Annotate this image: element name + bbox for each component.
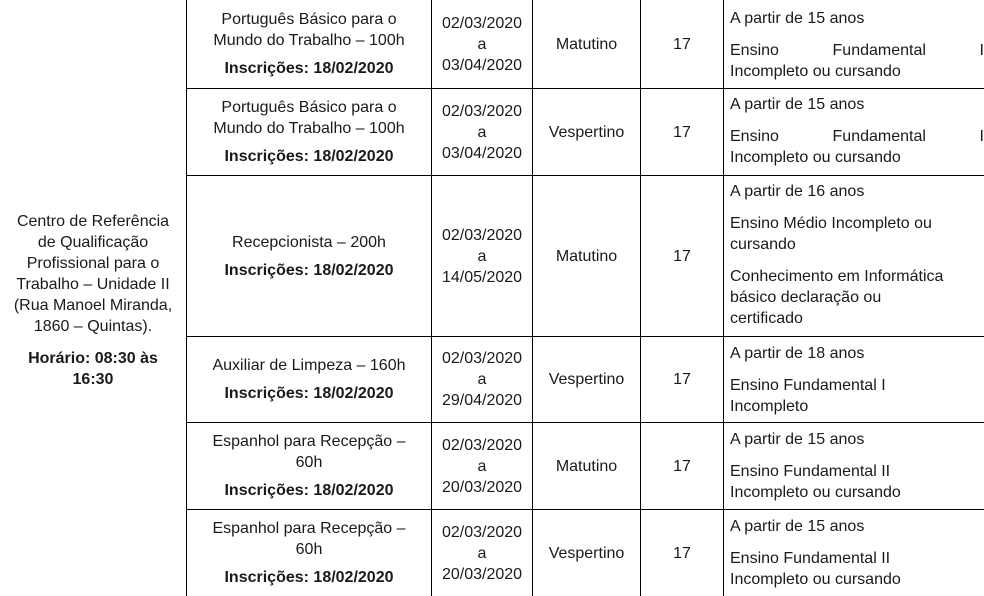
course-name: Auxiliar de Limpeza – 160h bbox=[212, 357, 406, 374]
course-cell bbox=[187, 423, 431, 509]
location-line: Profissional para o bbox=[26, 254, 160, 272]
date-start: 02/03/2020 bbox=[441, 523, 523, 541]
course-name: Mundo do Trabalho – 100h bbox=[213, 32, 405, 49]
age-requirement: A partir de 15 anos bbox=[730, 96, 865, 113]
course-name: 60h bbox=[295, 454, 323, 471]
extra-requirement bbox=[730, 266, 984, 329]
education-line: Incompleto ou cursando bbox=[730, 149, 901, 166]
requirements-cell bbox=[724, 176, 984, 336]
education-word: Fundamental bbox=[832, 42, 926, 59]
date-separator: a bbox=[477, 544, 487, 562]
date-start: 02/03/2020 bbox=[441, 350, 523, 367]
enrollment-date: Inscrições: 18/02/2020 bbox=[224, 482, 394, 499]
period-cell bbox=[432, 510, 532, 596]
education-line: Incompleto ou cursando bbox=[730, 571, 901, 588]
date-separator: a bbox=[477, 371, 487, 388]
enrollment-date: Inscrições: 18/02/2020 bbox=[224, 148, 394, 165]
course-cell bbox=[187, 0, 431, 88]
period-cell bbox=[432, 337, 532, 422]
date-end: 29/04/2020 bbox=[441, 392, 523, 409]
period-cell bbox=[432, 176, 532, 336]
course-cell bbox=[187, 337, 431, 422]
shift-cell bbox=[533, 89, 640, 175]
education-line: Ensino Médio Incompleto ou bbox=[730, 215, 932, 232]
education-line: Ensino Fundamental I bbox=[730, 377, 886, 394]
date-end: 03/04/2020 bbox=[441, 144, 523, 162]
min-age-cell bbox=[641, 0, 723, 88]
education-line: Incompleto ou cursando bbox=[730, 484, 901, 501]
requirements-cell bbox=[724, 0, 984, 88]
period-cell bbox=[432, 89, 532, 175]
date-end: 20/03/2020 bbox=[441, 478, 523, 496]
location-line: Centro de Referência bbox=[16, 212, 170, 230]
education-requirement bbox=[730, 213, 984, 255]
shift: Matutino bbox=[555, 247, 618, 265]
extra-line: certificado bbox=[730, 310, 803, 327]
shift: Matutino bbox=[555, 35, 618, 53]
date-end: 20/03/2020 bbox=[441, 565, 523, 583]
min-age: 17 bbox=[673, 371, 691, 388]
enrollment-date: Inscrições: 18/02/2020 bbox=[224, 385, 394, 402]
course-name: Recepcionista – 200h bbox=[232, 233, 386, 251]
min-age-cell bbox=[641, 337, 723, 422]
date-start: 02/03/2020 bbox=[441, 102, 523, 120]
education-requirement bbox=[730, 548, 984, 590]
date-separator: a bbox=[477, 457, 487, 475]
shift: Vespertino bbox=[548, 371, 625, 388]
course-name: Espanhol para Recepção – bbox=[212, 520, 406, 537]
education-requirement bbox=[730, 40, 984, 82]
shift-cell bbox=[533, 510, 640, 596]
age-requirement: A partir de 16 anos bbox=[730, 183, 865, 200]
min-age-cell bbox=[641, 510, 723, 596]
date-separator: a bbox=[477, 35, 487, 53]
min-age-cell bbox=[641, 89, 723, 175]
requirements-cell bbox=[724, 510, 984, 596]
education-word: I bbox=[979, 42, 984, 59]
course-cell bbox=[187, 89, 431, 175]
education-line: Ensino Fundamental II bbox=[730, 463, 891, 480]
education-word: Ensino bbox=[730, 42, 779, 59]
education-line: cursando bbox=[730, 236, 796, 253]
course-cell bbox=[187, 176, 431, 336]
education-word: Fundamental bbox=[832, 128, 926, 145]
min-age: 17 bbox=[673, 35, 691, 53]
course-name: Espanhol para Recepção – bbox=[212, 433, 406, 450]
location-line: (Rua Manoel Miranda, bbox=[13, 296, 173, 314]
education-requirement bbox=[730, 375, 984, 417]
shift: Vespertino bbox=[548, 123, 625, 141]
location-line: de Qualificação bbox=[37, 233, 149, 251]
requirements-cell bbox=[724, 89, 984, 175]
shift-cell bbox=[533, 0, 640, 88]
shift-cell bbox=[533, 176, 640, 336]
age-requirement: A partir de 18 anos bbox=[730, 345, 865, 362]
location-line: Trabalho – Unidade II bbox=[16, 275, 170, 293]
min-age: 17 bbox=[673, 457, 691, 475]
date-end: 14/05/2020 bbox=[441, 268, 523, 286]
period-cell bbox=[432, 0, 532, 88]
course-name: 60h bbox=[295, 541, 323, 558]
min-age: 17 bbox=[673, 123, 691, 141]
date-start: 02/03/2020 bbox=[441, 14, 523, 32]
course-cell bbox=[187, 510, 431, 596]
education-line: Ensino Fundamental II bbox=[730, 550, 891, 567]
age-requirement: A partir de 15 anos bbox=[730, 518, 865, 535]
education-word: Ensino bbox=[730, 128, 779, 145]
min-age: 17 bbox=[673, 247, 691, 265]
shift-cell bbox=[533, 337, 640, 422]
course-name: Mundo do Trabalho – 100h bbox=[213, 120, 405, 137]
extra-line: básico declaração ou bbox=[730, 289, 882, 306]
education-word: I bbox=[979, 128, 984, 145]
education-line: Incompleto bbox=[730, 398, 809, 415]
shift: Vespertino bbox=[548, 544, 625, 562]
min-age: 17 bbox=[673, 544, 691, 562]
shift-cell bbox=[533, 423, 640, 509]
education-requirement bbox=[730, 461, 984, 503]
requirements-cell bbox=[724, 423, 984, 509]
extra-line: Conhecimento em Informática bbox=[730, 268, 944, 285]
enrollment-date: Inscrições: 18/02/2020 bbox=[224, 261, 394, 279]
location-line: 1860 – Quintas). bbox=[33, 317, 153, 335]
location-cell bbox=[0, 0, 186, 596]
hours-value: 16:30 bbox=[72, 370, 114, 388]
min-age-cell bbox=[641, 176, 723, 336]
age-requirement: A partir de 15 anos bbox=[730, 10, 865, 27]
requirements-cell bbox=[724, 337, 984, 422]
age-requirement: A partir de 15 anos bbox=[730, 431, 865, 448]
education-requirement bbox=[730, 126, 984, 168]
date-start: 02/03/2020 bbox=[441, 436, 523, 454]
course-name: Português Básico para o bbox=[221, 11, 397, 28]
course-name: Português Básico para o bbox=[221, 99, 397, 116]
min-age-cell bbox=[641, 423, 723, 509]
hours-label: Horário: 08:30 às bbox=[28, 349, 158, 367]
education-line: Incompleto ou cursando bbox=[730, 63, 901, 80]
enrollment-date: Inscrições: 18/02/2020 bbox=[224, 60, 394, 77]
date-end: 03/04/2020 bbox=[441, 56, 523, 74]
shift: Matutino bbox=[555, 457, 618, 475]
date-separator: a bbox=[477, 123, 487, 141]
enrollment-date: Inscrições: 18/02/2020 bbox=[224, 569, 394, 586]
period-cell bbox=[432, 423, 532, 509]
date-start: 02/03/2020 bbox=[441, 226, 523, 244]
date-separator: a bbox=[477, 247, 487, 265]
